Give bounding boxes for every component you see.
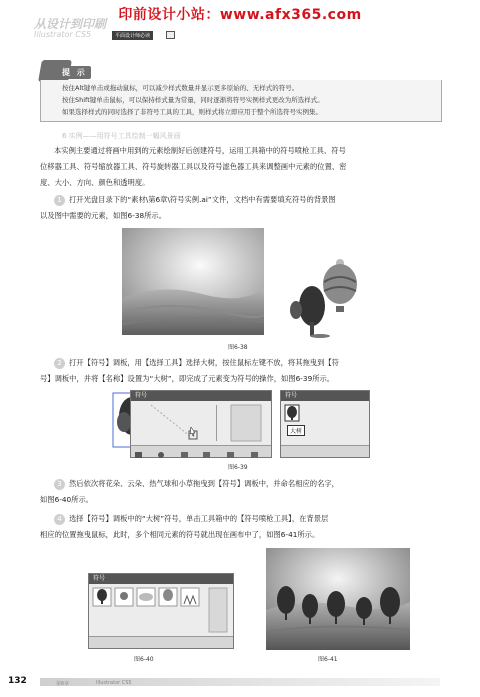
tip-line: 如果选择样式的同时选择了非符号工具的工具，则样式将立即应用于整个所选符号实例集。 — [62, 108, 322, 116]
figure-caption: 图6-38 — [228, 344, 248, 351]
series-badge: 平面设计师必读 — [112, 31, 153, 40]
step-number: 2 — [54, 358, 65, 369]
symbol-tooltip: 大树 — [287, 425, 305, 436]
symbols-panel-body[interactable] — [89, 584, 233, 636]
symbols-panel[interactable] — [130, 390, 272, 458]
step-2-line: 号】调板中，并将【名称】设置为“大树”，即完成了元素变为符号的操作，如图6-39所示。 — [40, 374, 335, 383]
intro-line: 本实例主要通过将画中用到的元素绘制好后创建符号，运用工具箱中的符号喷枪工具、符号 — [54, 146, 346, 155]
book-brand-subtitle: Illustrator CS5 — [34, 30, 92, 39]
series-box-icon — [166, 31, 175, 39]
figure-6-38-elements — [288, 258, 358, 340]
tip-label: 提 示 — [58, 66, 91, 79]
symbols-panel-after[interactable] — [280, 390, 370, 458]
figure-caption: 图6-41 — [318, 656, 338, 663]
symbols-panel-toolbar[interactable] — [281, 445, 369, 457]
symbols-panel-title: 符号 — [131, 391, 271, 401]
step-number: 3 — [54, 479, 65, 490]
step-3-line: 3 然后依次将花朵、云朵、热气球和小草拖曳到【符号】调板中，并命名相应的名字， — [54, 476, 339, 492]
footer-chapter: 第6章 — [56, 681, 70, 687]
figure-caption: 图6-40 — [134, 656, 154, 663]
tip-line: 按住Alt键单击或拖动鼠标，可以减少样式数量并显示更多原始的、无样式的符号。 — [62, 84, 299, 92]
intro-line: 度、大小、方向、颜色和透明度。 — [40, 178, 150, 187]
symbols-panel-body[interactable] — [281, 401, 369, 445]
symbols-panel-toolbar[interactable] — [131, 445, 271, 457]
symbol-options-icon — [203, 452, 210, 458]
figure-caption: 图6-39 — [228, 464, 248, 471]
figure-6-40-symbols-panel[interactable] — [88, 573, 234, 649]
step-number: 4 — [54, 514, 65, 525]
step-4-line: 相应的位置拖曳鼠标，此时，多个相同元素的符号就出现在画布中了，如图6-41所示。 — [40, 530, 320, 539]
symbols-panel-body[interactable] — [131, 401, 271, 445]
step-3-line: 如图6-40所示。 — [40, 495, 94, 504]
footer-title: Illustrator CS5 — [96, 680, 132, 686]
site-watermark: 印前设计小站：www.afx365.com — [118, 7, 362, 23]
figure-6-41-landscape-image — [266, 548, 410, 650]
symbols-panel-title: 符号 — [281, 391, 369, 401]
place-symbol-icon — [158, 452, 164, 458]
page-number: 132 — [8, 676, 27, 686]
step-number: 1 — [54, 195, 65, 206]
symbols-panel-title: 符号 — [89, 574, 233, 584]
book-brand-title: 从设计到印刷 — [34, 17, 107, 31]
intro-line: 位移器工具、符号缩放器工具、符号旋转器工具以及符号滤色器工具来调整画中元素的位置、密 — [40, 162, 347, 171]
symbols-panel-toolbar[interactable] — [89, 636, 233, 648]
tip-line: 按住Shift键单击鼠标，可以保持样式量为常量，同时逐渐将符号实例样式更改为所选样式。 — [62, 96, 324, 104]
step-1-line: 以及图中需要的元素，如图6-38所示。 — [40, 211, 167, 220]
figure-6-38-background-image — [122, 228, 264, 335]
step-2-line: 2 打开【符号】调板，用【选择工具】选择大树，按住鼠标左键不放，将其拖曳到【符 — [54, 355, 339, 371]
delete-symbol-icon — [251, 452, 258, 458]
symbol-library-icon — [135, 452, 142, 458]
step-4-line: 4 选择【符号】调板中的“大树”符号，单击工具箱中的【符号喷枪工具】，在背景层 — [54, 511, 328, 527]
new-symbol-icon — [227, 452, 234, 458]
section-title: 6 实例——用符号工具绘制一幅风景画 — [62, 132, 181, 140]
step-1-line: 1 打开光盘目录下的“素材\第6章\符号实例.ai”文件，文档中有需要填充符号的背景图 — [54, 192, 336, 208]
break-link-icon — [181, 452, 188, 458]
